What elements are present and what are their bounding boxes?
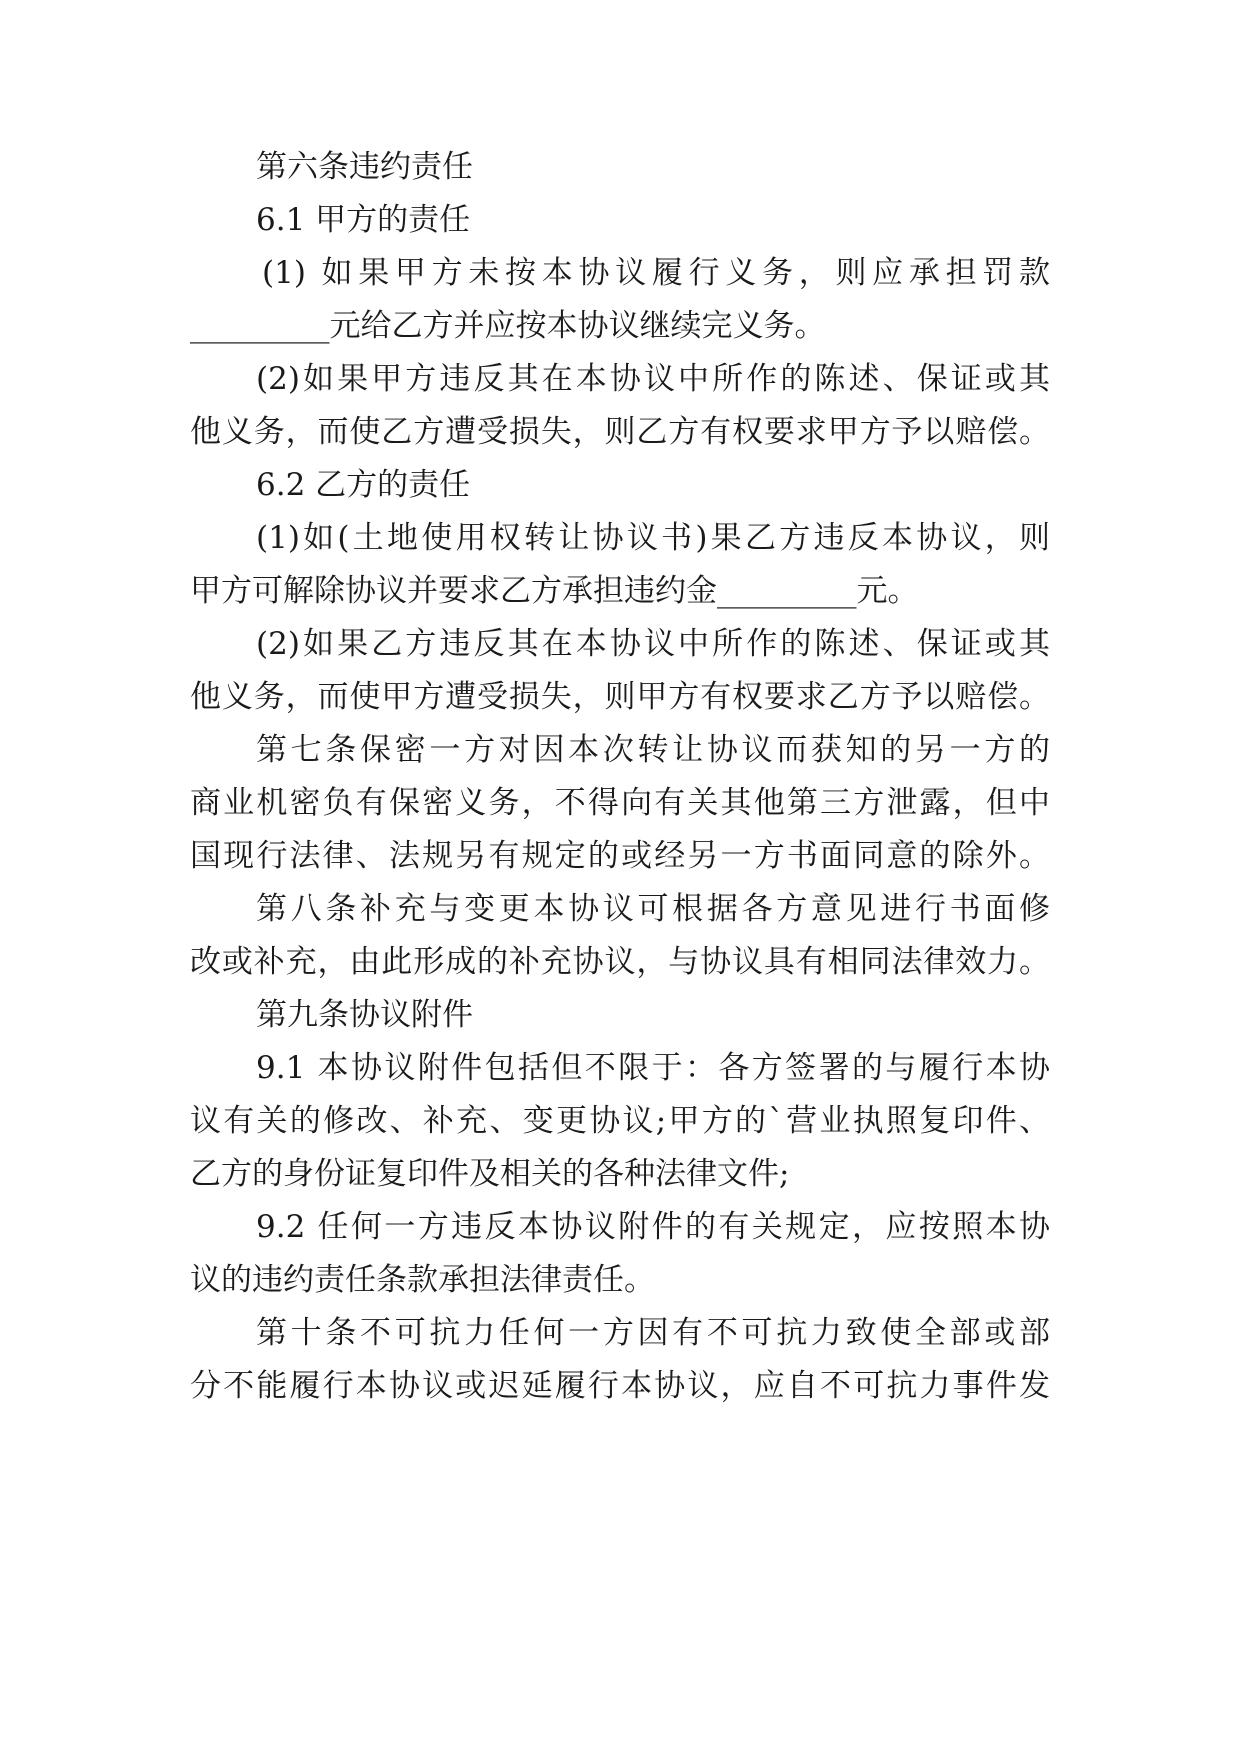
clause-6-2-2-line-2: 他义务，而使甲方遭受损失，则甲方有权要求乙方予以赔偿。 bbox=[190, 679, 1050, 715]
clause-6-1-2-line-1: (2)如果甲方违反其在本协议中所作的陈述、保证或其 bbox=[256, 361, 1050, 397]
section-6-1-heading: 6.1 甲方的责任 bbox=[256, 202, 471, 238]
clause-6-1-1-line-1: (1) 如果甲方未按本协议履行义务，则应承担罚款 bbox=[262, 255, 1050, 291]
clause-9-1-line-3: 乙方的身份证复印件及相关的各种法律文件; bbox=[190, 1156, 790, 1192]
article-8-line-1: 第八条补充与变更本协议可根据各方意见进行书面修 bbox=[256, 891, 1050, 927]
article-7-line-2: 商业机密负有保密义务，不得向有关其他第三方泄露，但中 bbox=[190, 785, 1050, 821]
clause-6-2-2-line-1: (2)如果乙方违反其在本协议中所作的陈述、保证或其 bbox=[256, 626, 1050, 662]
section-6-2-heading: 6.2 乙方的责任 bbox=[256, 467, 471, 503]
article-7-line-3: 国现行法律、法规另有规定的或经另一方书面同意的除外。 bbox=[190, 838, 1050, 874]
article-9-heading: 第九条协议附件 bbox=[256, 997, 473, 1033]
clause-6-2-1-line-1: (1)如(土地使用权转让协议书)果乙方违反本协议，则 bbox=[256, 520, 1050, 556]
clause-9-1-line-2: 议有关的修改、补充、变更协议;甲方的`营业执照复印件、 bbox=[190, 1103, 1050, 1139]
clause-6-1-2-line-2: 他义务，而使乙方遭受损失，则乙方有权要求甲方予以赔偿。 bbox=[190, 414, 1050, 450]
article-7-line-1: 第七条保密一方对因本次转让协议而获知的另一方的 bbox=[256, 732, 1050, 768]
clause-9-2-line-1: 9.2 任何一方违反本协议附件的有关规定，应按照本协 bbox=[256, 1209, 1050, 1245]
clause-6-1-1-line-2: _________元给乙方并应按本协议继续完义务。 bbox=[190, 308, 826, 344]
article-6-heading: 第六条违约责任 bbox=[256, 149, 473, 185]
clause-9-1-line-1: 9.1 本协议附件包括但不限于：各方签署的与履行本协 bbox=[256, 1050, 1050, 1086]
article-8-line-2: 改或补充，由此形成的补充协议，与协议具有相同法律效力。 bbox=[190, 944, 1050, 980]
clause-6-2-1-line-2: 甲方可解除协议并要求乙方承担违约金_________元。 bbox=[190, 573, 919, 609]
clause-9-2-line-2: 议的违约责任条款承担法律责任。 bbox=[190, 1262, 655, 1298]
article-10-line-2: 分不能履行本协议或迟延履行本协议，应自不可抗力事件发 bbox=[190, 1368, 1050, 1404]
article-10-line-1: 第十条不可抗力任何一方因有不可抗力致使全部或部 bbox=[256, 1315, 1050, 1351]
